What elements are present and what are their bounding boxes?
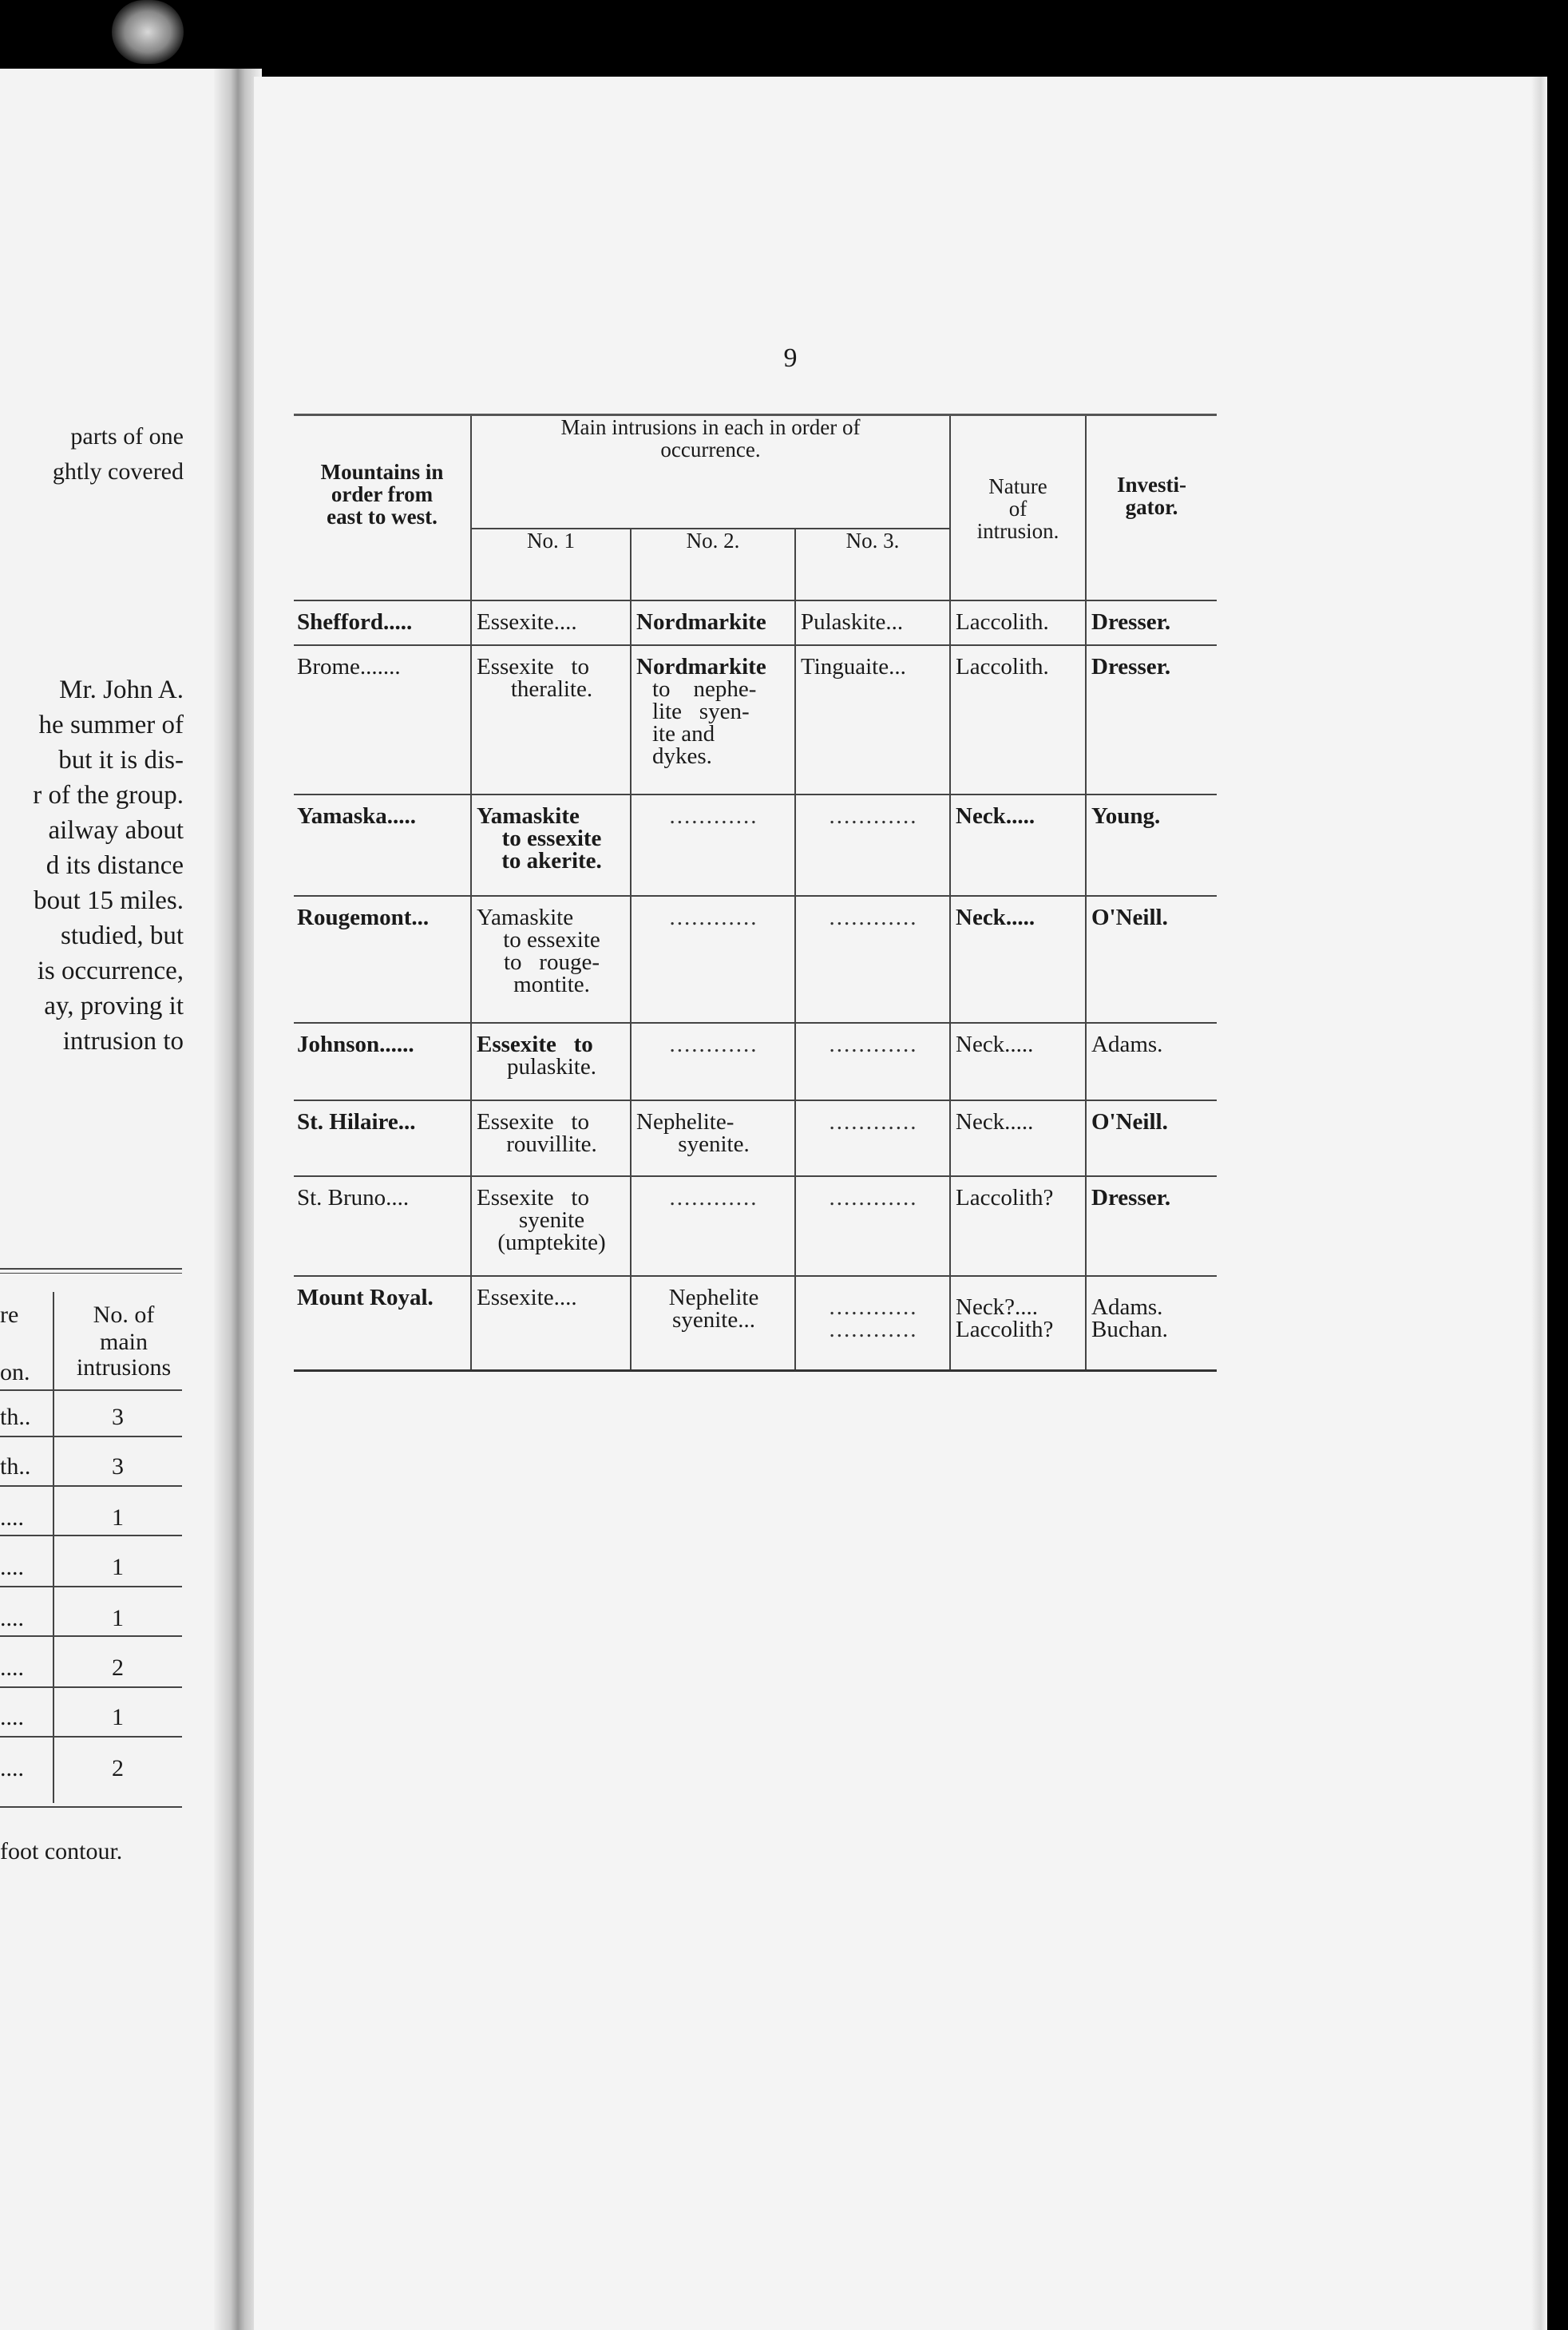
mountain-cell: Rougemont... (294, 896, 471, 1023)
cell-line: Tinguaite... (801, 653, 906, 680)
header-row (294, 415, 1217, 529)
nature-cell (950, 1023, 1086, 1100)
cell-line: Adams. (1091, 1032, 1163, 1058)
no3-cell (795, 1023, 950, 1100)
left-page (0, 69, 249, 2330)
left-text-line: bout 15 miles. (34, 886, 184, 915)
left-text-line: but it is dis- (58, 746, 184, 775)
mountain-cell: St. Bruno.... (294, 1176, 471, 1276)
table-rule (0, 1635, 182, 1637)
left-text-line: ghtly covered (52, 458, 184, 485)
table-cell: 2 (112, 1654, 124, 1681)
intrusions-table-wrapper (294, 414, 1217, 1378)
table-row (294, 1176, 1217, 1276)
no2-cell (631, 794, 795, 896)
table-row (294, 645, 1217, 794)
no2-cell (631, 1276, 795, 1371)
header-investigator (1086, 415, 1217, 600)
cell-line: Essexite to (477, 1184, 589, 1211)
no3-cell (795, 896, 950, 1023)
cell-line: Young. (1091, 803, 1161, 830)
mountain-cell: Yamaska..... (294, 794, 471, 896)
table-cell: th.. (0, 1404, 31, 1430)
cell-line: Essexite.... (477, 608, 577, 635)
table-cell: 1 (112, 1605, 124, 1631)
no3-cell (795, 1276, 950, 1371)
mountain-cell: St. Hilaire... (294, 1100, 471, 1176)
mountain-cell: Mount Royal. (294, 1276, 471, 1371)
cell-line: rouvillite. (506, 1131, 597, 1157)
table-cell: 1 (112, 1704, 124, 1730)
table-cell: .... (0, 1605, 24, 1631)
nature-cell (950, 1276, 1086, 1371)
column-header: re (0, 1302, 19, 1328)
left-text-line: parts of one (70, 423, 184, 450)
cell-line: to essexite (501, 826, 602, 852)
cell-line: Nordmarkite (636, 608, 766, 635)
cell-line: Dresser. (1091, 653, 1171, 680)
investigator-cell (1086, 1176, 1217, 1276)
table-rule (0, 1436, 182, 1437)
cell-line: ite and (652, 720, 715, 747)
cell-line: pulaskite. (507, 1054, 596, 1080)
header-nature (950, 415, 1086, 600)
no2-cell (631, 1176, 795, 1276)
nature-cell (950, 600, 1086, 645)
cell-line: syenite (518, 1207, 585, 1233)
nature-cell (950, 1100, 1086, 1176)
table-row (294, 1023, 1217, 1100)
cell-line: to nephe- (652, 676, 757, 702)
table-body (294, 600, 1217, 1371)
column-divider (53, 1292, 54, 1803)
cell-line: ............ (829, 1316, 918, 1342)
cell-line: Dresser. (1091, 608, 1171, 635)
no1-cell (471, 1023, 631, 1100)
nature-cell (950, 896, 1086, 1023)
page-edge (1531, 77, 1547, 2330)
header-line: intrusion. (976, 519, 1059, 543)
page-number: 9 (783, 343, 798, 373)
cell-line: ............ (829, 905, 918, 931)
header-mountains (294, 415, 471, 600)
cell-line: Buchan. (1091, 1316, 1168, 1342)
header-line: occurrence. (660, 438, 761, 462)
no1-cell (471, 645, 631, 794)
left-text-line: he summer of (38, 711, 184, 739)
table-cell: .... (0, 1554, 24, 1580)
no2-cell (631, 645, 795, 794)
cell-line: Essexite.... (477, 1284, 577, 1310)
cell-line: Neck..... (956, 1032, 1034, 1058)
header-no3: No. 3. (795, 529, 950, 600)
cell-line: lite syen- (652, 698, 750, 724)
cell-line: to rouge- (504, 949, 600, 976)
left-text-line: Mr. John A. (59, 676, 184, 704)
no3-cell (795, 794, 950, 896)
table-rule (0, 1586, 182, 1587)
cell-line: Laccolith. (956, 608, 1049, 635)
cell-line: Laccolith? (956, 1316, 1054, 1342)
cell-line: Yamaskite (477, 803, 580, 830)
table-row (294, 794, 1217, 896)
header-line: Nature (988, 474, 1047, 498)
table-rule (0, 1485, 182, 1487)
table-rule (0, 1389, 182, 1391)
cell-line: Dresser. (1091, 1184, 1171, 1211)
cell-line: Adams. (1091, 1294, 1163, 1320)
cell-line: ............ (829, 1032, 918, 1058)
header-line: of (1008, 497, 1028, 521)
no2-cell (631, 600, 795, 645)
cell-line: Neck..... (956, 905, 1035, 931)
cell-line: O'Neill. (1091, 905, 1168, 931)
cell-line: Neck?.... (956, 1294, 1039, 1320)
left-text-line: ailway about (48, 816, 184, 845)
cell-line: dykes. (652, 743, 712, 769)
investigator-cell (1086, 645, 1217, 794)
cell-line: O'Neill. (1091, 1108, 1168, 1135)
table-rule (0, 1806, 182, 1808)
nature-cell (950, 1176, 1086, 1276)
investigator-cell (1086, 600, 1217, 645)
cell-line: ............ (829, 1294, 918, 1320)
table-cell: 2 (112, 1755, 124, 1781)
left-text-line: d its distance (46, 851, 184, 880)
left-text-line: is occurrence, (37, 957, 184, 985)
cell-line: Nordmarkite (636, 653, 766, 680)
table-row (294, 1100, 1217, 1176)
investigator-cell (1086, 896, 1217, 1023)
cell-line: Essexite to (477, 653, 589, 680)
no1-cell (471, 1276, 631, 1371)
cell-line: to akerite. (501, 848, 602, 874)
cell-line: ............ (669, 1184, 758, 1211)
no1-cell (471, 1176, 631, 1276)
cell-line: Yamaskite (477, 905, 574, 931)
cell-line: Nephelite- (636, 1108, 735, 1135)
mountain-cell: Johnson...... (294, 1023, 471, 1100)
no1-cell (471, 794, 631, 896)
mountain-cell: Shefford..... (294, 600, 471, 645)
cell-line: Neck..... (956, 803, 1035, 830)
cell-line: ............ (669, 905, 758, 931)
cell-line: Essexite to (477, 1108, 589, 1135)
header-main-intrusions (471, 415, 950, 529)
table-rule (0, 1736, 182, 1738)
cell-line: ............ (829, 1184, 918, 1211)
mountain-cell: Brome....... (294, 645, 471, 794)
no2-cell (631, 896, 795, 1023)
no1-cell (471, 600, 631, 645)
cell-line: syenite... (672, 1306, 755, 1333)
investigator-cell (1086, 1100, 1217, 1176)
cell-line: theralite. (510, 676, 593, 702)
no3-cell (795, 600, 950, 645)
table-cell: .... (0, 1755, 24, 1781)
nature-cell (950, 645, 1086, 794)
left-text-line: ay, proving it (44, 992, 184, 1020)
left-text-line: r of the group. (33, 781, 184, 810)
table-cell: 1 (112, 1554, 124, 1580)
cell-line: (umptekite) (497, 1229, 606, 1255)
investigator-cell (1086, 1276, 1217, 1371)
table-row (294, 1276, 1217, 1371)
cell-line: ............ (669, 803, 758, 830)
column-header: main (100, 1329, 148, 1355)
no3-cell (795, 1100, 950, 1176)
cell-line: Nephelite (668, 1284, 759, 1310)
table-rule (0, 1268, 182, 1270)
cell-line: Laccolith. (956, 653, 1049, 680)
left-text-line: studied, but (61, 921, 184, 950)
header-line: east to west. (327, 505, 438, 529)
header-no2: No. 2. (631, 529, 795, 600)
column-header: on. (0, 1359, 30, 1385)
cell-line: montite. (513, 972, 590, 998)
header-line: order from (331, 482, 434, 506)
header-line: Mountains in (320, 460, 444, 484)
table-row (294, 600, 1217, 645)
table-cell: .... (0, 1704, 24, 1730)
cell-line: Pulaskite... (801, 608, 904, 635)
no1-cell (471, 1100, 631, 1176)
column-header: No. of (93, 1302, 155, 1328)
cell-line: Laccolith? (956, 1184, 1054, 1211)
table-cell: .... (0, 1654, 24, 1681)
table-rule (0, 1535, 182, 1536)
header-line: Investi- (1117, 473, 1186, 497)
cell-line: ............ (829, 1108, 918, 1135)
no2-cell (631, 1023, 795, 1100)
intrusions-table (294, 414, 1217, 1372)
cell-line: ............ (669, 1032, 758, 1058)
investigator-cell (1086, 794, 1217, 896)
no1-cell (471, 896, 631, 1023)
table-cell: 3 (112, 1453, 124, 1480)
table-row (294, 896, 1217, 1023)
table-rule (0, 1686, 182, 1688)
investigator-cell (1086, 1023, 1217, 1100)
table-cell: 3 (112, 1404, 124, 1430)
nature-cell (950, 794, 1086, 896)
cell-line: Essexite to (477, 1032, 593, 1058)
table-cell: .... (0, 1504, 24, 1531)
table-cell: 1 (112, 1504, 124, 1531)
table-rule (0, 1273, 182, 1274)
header-line: gator. (1125, 495, 1178, 519)
left-text-line: intrusion to (62, 1027, 184, 1056)
no3-cell (795, 645, 950, 794)
cell-line: to essexite (503, 927, 600, 953)
header-line: Main intrusions in each in order of (560, 415, 861, 439)
cell-line: syenite. (678, 1131, 750, 1157)
footnote: foot contour. (0, 1838, 123, 1864)
cell-line: Neck..... (956, 1108, 1034, 1135)
no2-cell (631, 1100, 795, 1176)
table-cell: th.. (0, 1453, 31, 1480)
page-shadow (112, 0, 184, 64)
header-no1: No. 1 (471, 529, 631, 600)
cell-line: ............ (829, 803, 918, 830)
column-header: intrusions (76, 1354, 172, 1381)
no3-cell (795, 1176, 950, 1276)
